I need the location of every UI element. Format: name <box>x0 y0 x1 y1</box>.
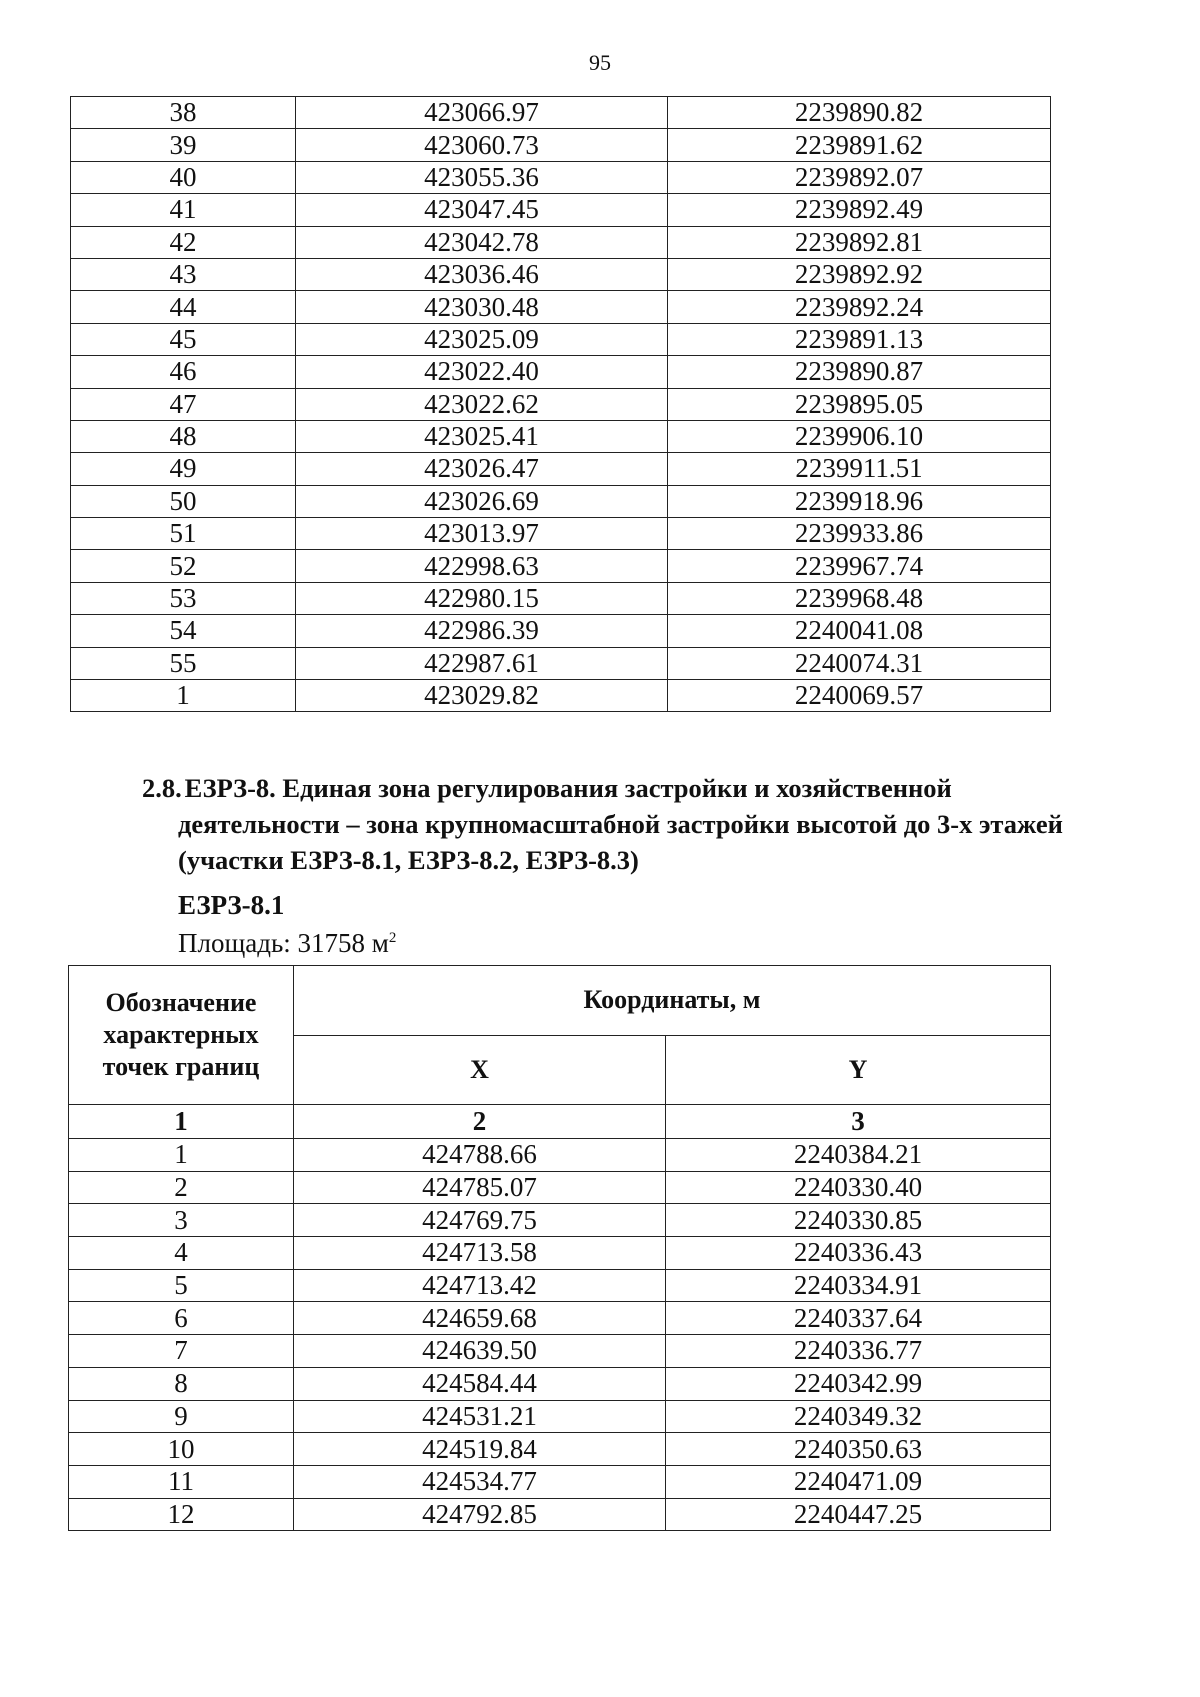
table-row <box>71 680 1051 712</box>
point-number-cell: 3 <box>69 1204 294 1237</box>
y-coordinate-cell: 2239890.82 <box>668 97 1051 129</box>
y-coordinate-cell: 2239895.05 <box>668 388 1051 420</box>
column-number-row <box>69 1105 1051 1139</box>
point-number-cell: 46 <box>71 356 296 388</box>
y-coordinate-cell: 2239918.96 <box>668 485 1051 517</box>
table-body <box>71 97 1051 712</box>
table-row <box>71 161 1051 193</box>
section-title-line-1: ЕЗРЗ-8. Единая зона регулирования застройки и хозяйственной <box>184 773 952 803</box>
point-number-cell: 52 <box>71 550 296 582</box>
y-coordinate-cell: 2240447.25 <box>666 1498 1051 1531</box>
point-number-cell: 45 <box>71 323 296 355</box>
zone-label: ЕЗРЗ-8.1 <box>178 890 285 920</box>
y-coordinate-cell: 2240342.99 <box>666 1367 1051 1400</box>
section-number: 2.8. <box>142 773 182 803</box>
table-row <box>71 129 1051 161</box>
x-coordinate-cell: 423055.36 <box>296 161 668 193</box>
area-line <box>178 928 396 959</box>
y-coordinate-cell: 2239891.62 <box>668 129 1051 161</box>
header-y: Y <box>666 1035 1051 1105</box>
y-coordinate-cell: 2240349.32 <box>666 1400 1051 1433</box>
point-number-cell: 48 <box>71 420 296 452</box>
y-coordinate-cell: 2239891.13 <box>668 323 1051 355</box>
y-coordinate-cell: 2239968.48 <box>668 582 1051 614</box>
table-row <box>69 1400 1051 1433</box>
table-body <box>69 1105 1051 1531</box>
table-row <box>71 485 1051 517</box>
y-coordinate-cell: 2239892.81 <box>668 226 1051 258</box>
y-coordinate-cell: 2239890.87 <box>668 356 1051 388</box>
table-row <box>71 420 1051 452</box>
point-number-cell: 44 <box>71 291 296 323</box>
table-row <box>71 356 1051 388</box>
table-row <box>71 453 1051 485</box>
header-point-designation: Обозначение характерных точек границ <box>69 966 294 1105</box>
table-row <box>71 388 1051 420</box>
x-coordinate-cell: 424584.44 <box>294 1367 666 1400</box>
table-header <box>69 966 1051 1105</box>
section-heading-line-2: деятельности – зона крупномасштабной застройки высотой до 3-х этажей <box>178 809 1063 839</box>
y-coordinate-cell: 2239892.49 <box>668 194 1051 226</box>
point-number-cell: 5 <box>69 1269 294 1302</box>
table-row <box>69 1237 1051 1270</box>
x-coordinate-cell: 423026.47 <box>296 453 668 485</box>
x-coordinate-cell: 423022.62 <box>296 388 668 420</box>
table-row <box>71 582 1051 614</box>
x-coordinate-cell: 424785.07 <box>294 1171 666 1204</box>
x-coordinate-cell: 422986.39 <box>296 615 668 647</box>
y-coordinate-cell: 2239906.10 <box>668 420 1051 452</box>
table-row <box>71 615 1051 647</box>
section-heading-line-1 <box>142 770 1136 806</box>
point-number-cell: 8 <box>69 1367 294 1400</box>
x-coordinate-cell: 424713.58 <box>294 1237 666 1270</box>
coordinates-table <box>68 965 1051 1531</box>
point-number-cell: 4 <box>69 1237 294 1270</box>
table-row <box>69 1204 1051 1237</box>
y-coordinate-cell: 2240334.91 <box>666 1269 1051 1302</box>
y-coordinate-cell: 2239892.92 <box>668 258 1051 290</box>
point-number-cell: 50 <box>71 485 296 517</box>
x-coordinate-cell: 423029.82 <box>296 680 668 712</box>
y-coordinate-cell: 2240336.77 <box>666 1335 1051 1368</box>
y-coordinate-cell: 2240384.21 <box>666 1139 1051 1172</box>
table-row <box>69 1498 1051 1531</box>
point-number-cell: 10 <box>69 1433 294 1466</box>
y-coordinate-cell: 2240069.57 <box>668 680 1051 712</box>
x-coordinate-cell: 423025.41 <box>296 420 668 452</box>
x-coordinate-cell: 424531.21 <box>294 1400 666 1433</box>
table-row <box>69 1433 1051 1466</box>
x-coordinate-cell: 423013.97 <box>296 518 668 550</box>
section-heading-line-3: (участки ЕЗРЗ-8.1, ЕЗРЗ-8.2, ЕЗРЗ-8.3) <box>178 845 639 875</box>
x-coordinate-cell: 424788.66 <box>294 1139 666 1172</box>
point-number-cell: 41 <box>71 194 296 226</box>
point-number-cell: 51 <box>71 518 296 550</box>
point-number-cell: 6 <box>69 1302 294 1335</box>
x-coordinate-cell: 424659.68 <box>294 1302 666 1335</box>
column-number: 1 <box>69 1105 294 1139</box>
table-row <box>71 291 1051 323</box>
table-row <box>69 1367 1051 1400</box>
y-coordinate-cell: 2240074.31 <box>668 647 1051 679</box>
x-coordinate-cell: 423026.69 <box>296 485 668 517</box>
header-coordinates: Координаты, м <box>294 966 1051 1036</box>
table-row <box>69 1302 1051 1335</box>
point-number-cell: 39 <box>71 129 296 161</box>
x-coordinate-cell: 423066.97 <box>296 97 668 129</box>
point-number-cell: 54 <box>71 615 296 647</box>
y-coordinate-cell: 2240337.64 <box>666 1302 1051 1335</box>
table-row <box>71 518 1051 550</box>
point-number-cell: 43 <box>71 258 296 290</box>
x-coordinate-cell: 424713.42 <box>294 1269 666 1302</box>
table-row <box>71 550 1051 582</box>
y-coordinate-cell: 2240471.09 <box>666 1465 1051 1498</box>
x-coordinate-cell: 423047.45 <box>296 194 668 226</box>
table-row <box>69 1171 1051 1204</box>
table-row <box>71 194 1051 226</box>
x-coordinate-cell: 423036.46 <box>296 258 668 290</box>
table-row <box>71 323 1051 355</box>
table-row <box>71 226 1051 258</box>
x-coordinate-cell: 424769.75 <box>294 1204 666 1237</box>
area-text: Площадь: 31758 м <box>178 928 389 958</box>
point-number-cell: 42 <box>71 226 296 258</box>
column-number: 3 <box>666 1105 1051 1139</box>
x-coordinate-cell: 422998.63 <box>296 550 668 582</box>
table-row <box>71 258 1051 290</box>
point-number-cell: 12 <box>69 1498 294 1531</box>
point-number-cell: 1 <box>69 1139 294 1172</box>
y-coordinate-cell: 2240041.08 <box>668 615 1051 647</box>
column-number: 2 <box>294 1105 666 1139</box>
y-coordinate-cell: 2240330.40 <box>666 1171 1051 1204</box>
x-coordinate-cell: 423030.48 <box>296 291 668 323</box>
point-number-cell: 7 <box>69 1335 294 1368</box>
x-coordinate-cell: 423025.09 <box>296 323 668 355</box>
x-coordinate-cell: 424792.85 <box>294 1498 666 1531</box>
point-number-cell: 1 <box>71 680 296 712</box>
point-number-cell: 55 <box>71 647 296 679</box>
y-coordinate-cell: 2239892.24 <box>668 291 1051 323</box>
point-number-cell: 11 <box>69 1465 294 1498</box>
x-coordinate-cell: 423042.78 <box>296 226 668 258</box>
x-coordinate-cell: 423022.40 <box>296 356 668 388</box>
section-heading <box>142 770 1136 878</box>
y-coordinate-cell: 2240350.63 <box>666 1433 1051 1466</box>
table-row <box>69 1139 1051 1172</box>
table-row <box>69 1335 1051 1368</box>
y-coordinate-cell: 2239967.74 <box>668 550 1051 582</box>
table-row <box>69 1269 1051 1302</box>
x-coordinate-cell: 424519.84 <box>294 1433 666 1466</box>
point-number-cell: 53 <box>71 582 296 614</box>
y-coordinate-cell: 2239911.51 <box>668 453 1051 485</box>
y-coordinate-cell: 2240336.43 <box>666 1237 1051 1270</box>
x-coordinate-cell: 423060.73 <box>296 129 668 161</box>
table-row <box>71 647 1051 679</box>
table-row <box>71 97 1051 129</box>
y-coordinate-cell: 2239933.86 <box>668 518 1051 550</box>
header-x: X <box>294 1035 666 1105</box>
point-number-cell: 38 <box>71 97 296 129</box>
x-coordinate-cell: 424639.50 <box>294 1335 666 1368</box>
y-coordinate-cell: 2239892.07 <box>668 161 1051 193</box>
point-number-cell: 40 <box>71 161 296 193</box>
area-superscript: 2 <box>388 930 397 946</box>
point-number-cell: 9 <box>69 1400 294 1433</box>
coordinates-table-continued <box>70 96 1051 712</box>
point-number-cell: 2 <box>69 1171 294 1204</box>
point-number-cell: 49 <box>71 453 296 485</box>
x-coordinate-cell: 422980.15 <box>296 582 668 614</box>
table-row <box>69 1465 1051 1498</box>
point-number-cell: 47 <box>71 388 296 420</box>
y-coordinate-cell: 2240330.85 <box>666 1204 1051 1237</box>
page-number: 95 <box>589 50 611 75</box>
x-coordinate-cell: 422987.61 <box>296 647 668 679</box>
x-coordinate-cell: 424534.77 <box>294 1465 666 1498</box>
